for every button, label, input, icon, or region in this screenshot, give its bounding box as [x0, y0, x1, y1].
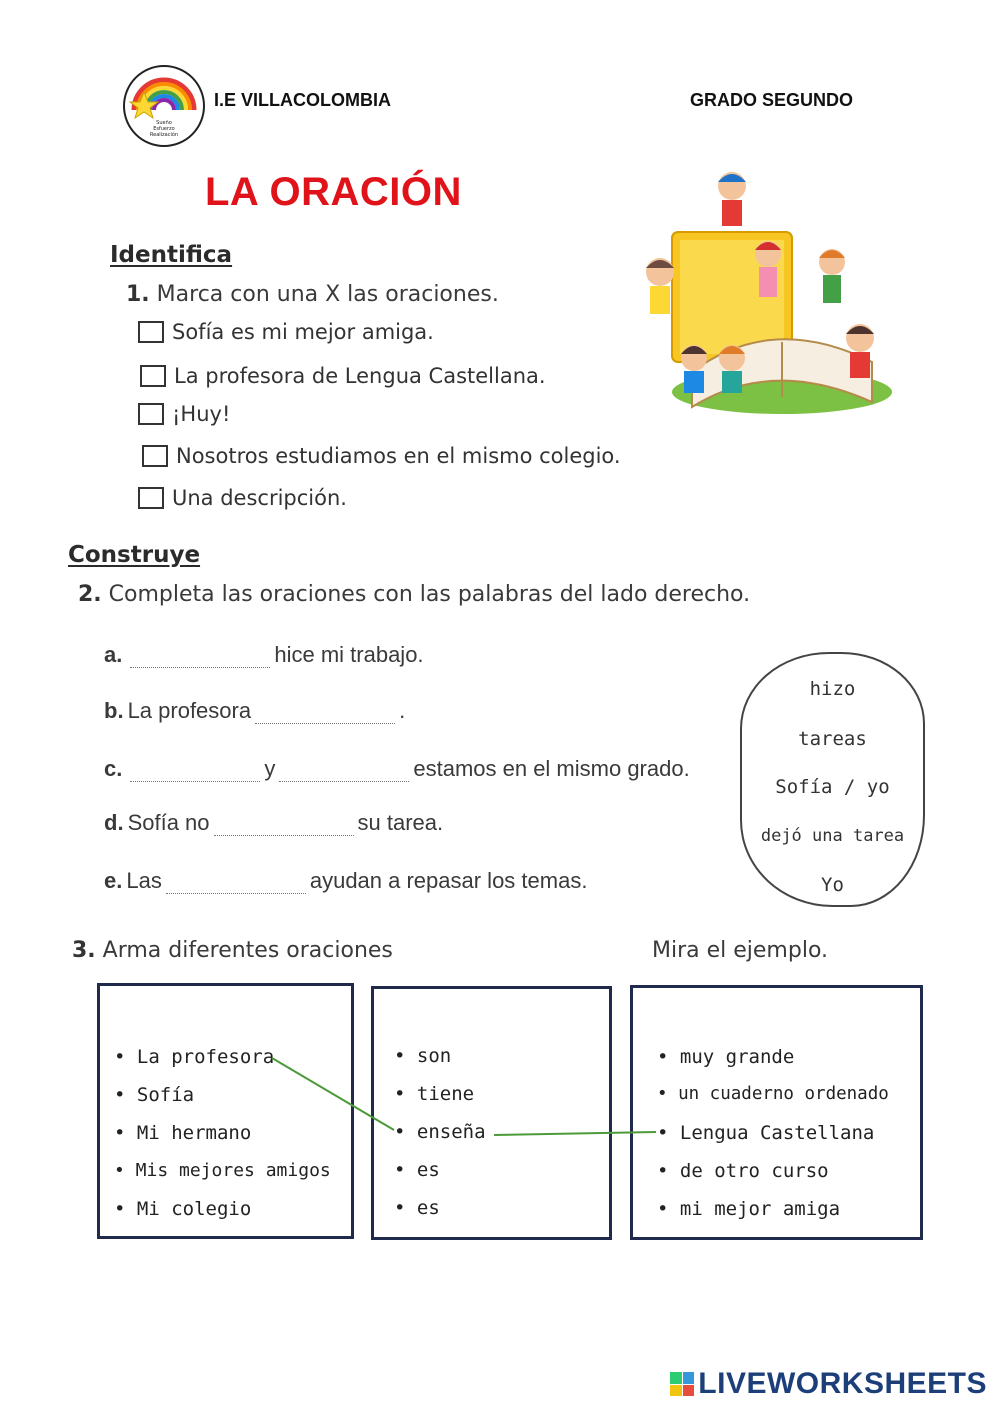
logo-motto-1: Sueño — [156, 120, 172, 126]
word-bank-item: Yo — [821, 874, 844, 896]
question-instruction: Marca con una X las oraciones. — [156, 282, 499, 307]
word-item[interactable]: • tiene — [394, 1083, 475, 1105]
word-item[interactable]: • muy grande — [657, 1046, 795, 1068]
liveworksheets-brand — [670, 1367, 987, 1401]
question-instruction: Completa las oraciones con las palabras del lado derecho. — [108, 582, 751, 607]
sentence-label: c. — [104, 756, 123, 781]
word-item[interactable]: • Sofía — [114, 1084, 195, 1106]
word-item[interactable]: • es — [394, 1159, 440, 1181]
word-item[interactable]: • de otro curso — [657, 1160, 829, 1182]
sentence-text: Sofía no — [127, 810, 210, 835]
sentence-label: e. — [104, 868, 123, 893]
word-item[interactable]: • es — [394, 1197, 440, 1219]
word-bank-item: Sofía / yo — [775, 776, 890, 798]
brand-logo-icon — [670, 1372, 694, 1396]
sentence-label: b. — [104, 698, 124, 723]
word-item[interactable]: • Mi hermano — [114, 1122, 252, 1144]
sentence-text: su tarea. — [357, 810, 444, 835]
page-title: LA ORACIÓN — [205, 170, 462, 214]
question-instruction: Arma diferentes oraciones — [102, 938, 393, 963]
school-name: I.E VILLACOLOMBIA — [214, 90, 391, 110]
grade-label: GRADO SEGUNDO — [690, 90, 854, 110]
example-hint: Mira el ejemplo. — [652, 938, 829, 963]
word-item[interactable]: • un cuaderno ordenado — [657, 1084, 889, 1104]
logo-motto-2: Esfuerzo — [153, 126, 175, 132]
word-item[interactable]: • Mis mejores amigos — [114, 1160, 331, 1181]
word-item[interactable]: • Mi colegio — [114, 1198, 252, 1220]
sentence-text: . — [399, 698, 406, 723]
word-bank-item: hizo — [809, 678, 856, 700]
sentence-label: a. — [104, 642, 123, 667]
sentence-text: ayudan a repasar los temas. — [309, 868, 588, 893]
word-bank-item: tareas — [798, 728, 867, 750]
word-item[interactable]: • enseña — [394, 1121, 486, 1143]
checkbox-label: Una descripción. — [172, 486, 347, 510]
sentence-text: La profesora — [127, 698, 252, 723]
section-heading-construye: Construye — [68, 542, 201, 568]
word-item[interactable]: • son — [394, 1045, 452, 1067]
section-heading-identifica: Identifica — [110, 242, 233, 268]
sentence-text: y — [264, 756, 276, 781]
question-number: 3. — [72, 938, 96, 963]
connector-line — [272, 1058, 394, 1130]
checkbox-label: Sofía es mi mejor amiga. — [172, 320, 434, 344]
connector-line — [494, 1132, 656, 1135]
question-number: 1. — [126, 282, 150, 307]
sentence-text: hice mi trabajo. — [274, 642, 424, 667]
checkbox-label: La profesora de Lengua Castellana. — [174, 364, 546, 388]
word-item[interactable]: • La profesora — [114, 1046, 275, 1068]
checkbox-label: Nosotros estudiamos en el mismo colegio. — [176, 444, 621, 468]
word-bank-item: dejó una tarea — [760, 826, 905, 846]
sentence-text: estamos en el mismo grado. — [413, 756, 690, 781]
question-number: 2. — [78, 582, 102, 607]
checkbox-label: ¡Huy! — [172, 402, 231, 426]
word-item[interactable]: • Lengua Castellana — [657, 1122, 875, 1144]
sentence-label: d. — [104, 810, 124, 835]
brand-name: LIVEWORKSHEETS — [698, 1367, 987, 1400]
logo-motto-3: Realización — [149, 132, 179, 138]
word-item[interactable]: • mi mejor amiga — [657, 1198, 841, 1220]
sentence-text: Las — [126, 868, 162, 893]
